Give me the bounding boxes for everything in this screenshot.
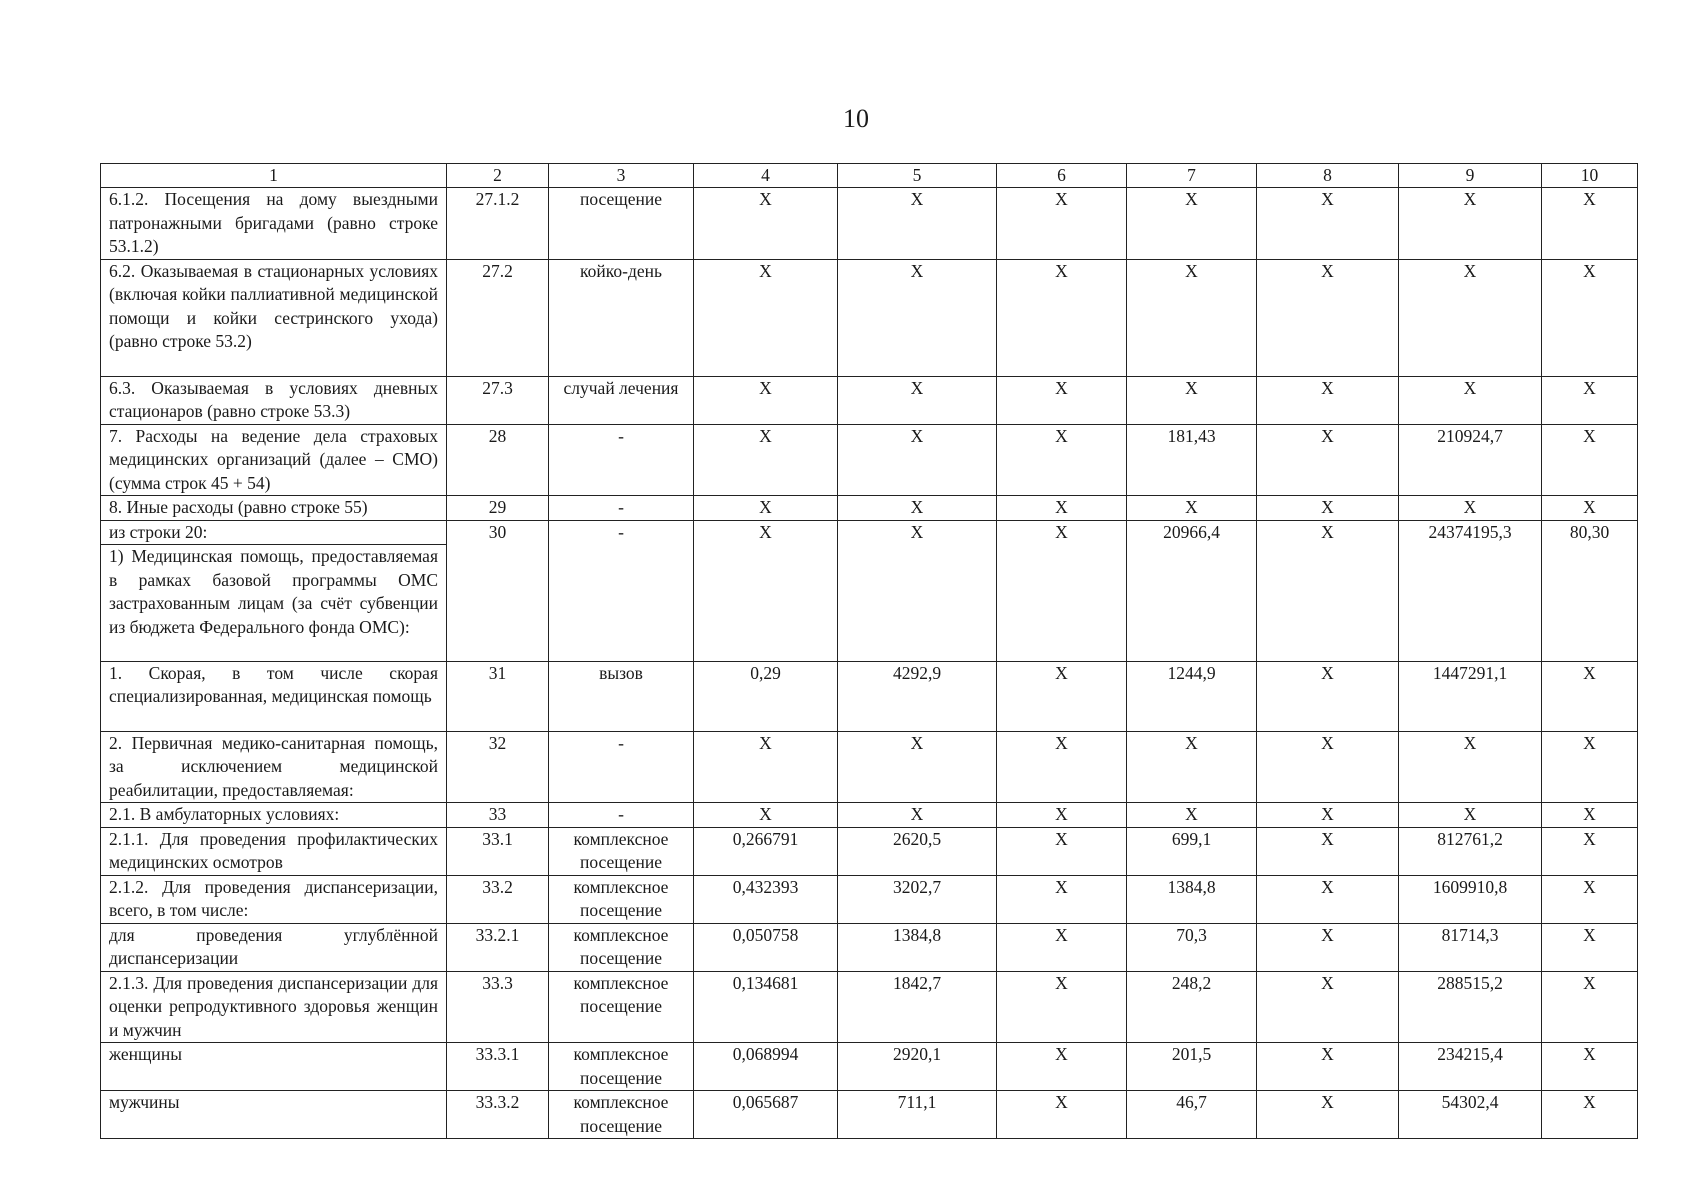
- table-cell: 0,068994: [694, 1043, 838, 1091]
- table-cell: Х: [1257, 971, 1399, 1043]
- table-cell: 4292,9: [838, 661, 997, 731]
- table-cell: Х: [997, 1091, 1127, 1139]
- table-cell: вызов: [549, 661, 694, 731]
- header-row: [101, 164, 1638, 188]
- table-cell: 1609910,8: [1399, 875, 1542, 923]
- table-row: [101, 376, 1638, 424]
- table-cell: Х: [1257, 376, 1399, 424]
- table-cell: Х: [1399, 731, 1542, 803]
- table-cell: Х: [1127, 731, 1257, 803]
- table-cell: Х: [838, 424, 997, 496]
- column-header: 8: [1257, 164, 1399, 188]
- table-cell: 81714,3: [1399, 923, 1542, 971]
- column-header: 1: [101, 164, 447, 188]
- column-header: 7: [1127, 164, 1257, 188]
- table-cell: 1447291,1: [1399, 661, 1542, 731]
- table-cell: 27.2: [447, 259, 549, 376]
- table-row: [101, 827, 1638, 875]
- table-cell: Х: [694, 188, 838, 260]
- table-cell: 33.3.1: [447, 1043, 549, 1091]
- table-cell: Х: [1542, 923, 1638, 971]
- table-cell: Х: [838, 803, 997, 828]
- table-cell: 234215,4: [1399, 1043, 1542, 1091]
- row-label-cell: женщины: [101, 1043, 447, 1091]
- table-row: [101, 424, 1638, 496]
- table-cell: 0,050758: [694, 923, 838, 971]
- table-cell: комплексное посещение: [549, 875, 694, 923]
- table-cell: 2920,1: [838, 1043, 997, 1091]
- table-cell: 711,1: [838, 1091, 997, 1139]
- table-cell: Х: [1542, 188, 1638, 260]
- column-header: 3: [549, 164, 694, 188]
- column-header: 5: [838, 164, 997, 188]
- row-label-cell: 2.1. В амбулаторных условиях:: [101, 803, 447, 828]
- table-cell: Х: [838, 520, 997, 661]
- row-label-part: из строки 20:: [101, 521, 446, 546]
- row-label-cell: 8. Иные расходы (равно строке 55): [101, 496, 447, 521]
- table-cell: 24374195,3: [1399, 520, 1542, 661]
- table-cell: Х: [1399, 259, 1542, 376]
- table-cell: 1384,8: [838, 923, 997, 971]
- table-cell: комплексное посещение: [549, 923, 694, 971]
- table-row: [101, 923, 1638, 971]
- table-cell: 0,29: [694, 661, 838, 731]
- table-cell: -: [549, 496, 694, 521]
- table-cell: Х: [694, 731, 838, 803]
- table-cell: 46,7: [1127, 1091, 1257, 1139]
- column-header: 10: [1542, 164, 1638, 188]
- table-cell: 33.1: [447, 827, 549, 875]
- table-cell: Х: [997, 661, 1127, 731]
- table-row: [101, 971, 1638, 1043]
- table-cell: Х: [838, 259, 997, 376]
- table-cell: 0,134681: [694, 971, 838, 1043]
- table-cell: 0,266791: [694, 827, 838, 875]
- table-cell: Х: [1542, 827, 1638, 875]
- table-cell: Х: [838, 188, 997, 260]
- table-cell: Х: [1257, 875, 1399, 923]
- table-cell: 33.2: [447, 875, 549, 923]
- table-cell: 1244,9: [1127, 661, 1257, 731]
- table-cell: Х: [997, 875, 1127, 923]
- table-cell: 181,43: [1127, 424, 1257, 496]
- table-cell: Х: [1127, 376, 1257, 424]
- table-cell: Х: [1542, 731, 1638, 803]
- row-label-cell: 1. Скорая, в том числе скорая специализированная, медицинская помощь: [101, 661, 447, 731]
- column-header: 2: [447, 164, 549, 188]
- table-cell: комплексное посещение: [549, 1091, 694, 1139]
- row-label-part: 1) Медицинская помощь, предоставляемая в рамках базовой программы ОМС застрахованным лицам (за счёт субвенции из бюджета Федерального фонда ОМС):: [109, 546, 438, 637]
- data-table: [100, 163, 1638, 1139]
- table-cell: комплексное посещение: [549, 827, 694, 875]
- table-row: [101, 1091, 1638, 1139]
- table-cell: Х: [1257, 923, 1399, 971]
- table-cell: Х: [1399, 376, 1542, 424]
- table-cell: койко-день: [549, 259, 694, 376]
- table-cell: Х: [1257, 827, 1399, 875]
- table-cell: Х: [1542, 803, 1638, 828]
- table-cell: Х: [1257, 424, 1399, 496]
- table-row: [101, 803, 1638, 828]
- table-cell: Х: [694, 803, 838, 828]
- table-cell: Х: [1127, 803, 1257, 828]
- column-header: 6: [997, 164, 1127, 188]
- table-cell: 1842,7: [838, 971, 997, 1043]
- row-label-cell: 6.1.2. Посещения на дому выездными патронажными бригадами (равно строке 53.1.2): [101, 188, 447, 260]
- table-cell: комплексное посещение: [549, 1043, 694, 1091]
- row-label-cell: 2.1.3. Для проведения диспансеризации для оценки репродуктивного здоровья женщин и мужчин: [101, 971, 447, 1043]
- table-cell: 248,2: [1127, 971, 1257, 1043]
- table-cell: Х: [997, 376, 1127, 424]
- table-cell: Х: [694, 496, 838, 521]
- table-cell: -: [549, 803, 694, 828]
- table-cell: Х: [997, 731, 1127, 803]
- table-cell: 80,30: [1542, 520, 1638, 661]
- table-cell: 27.3: [447, 376, 549, 424]
- table-cell: 33.3.2: [447, 1091, 549, 1139]
- table-cell: Х: [1542, 1043, 1638, 1091]
- table-cell: Х: [1399, 803, 1542, 828]
- table-cell: Х: [1399, 496, 1542, 521]
- table-cell: Х: [997, 424, 1127, 496]
- table-cell: Х: [1257, 661, 1399, 731]
- table-cell: 0,065687: [694, 1091, 838, 1139]
- row-label-cell: 2. Первичная медико-санитарная помощь, за исключением медицинской реабилитации, предоставляемая:: [101, 731, 447, 803]
- table-cell: 210924,7: [1399, 424, 1542, 496]
- table-cell: 70,3: [1127, 923, 1257, 971]
- table-cell: 201,5: [1127, 1043, 1257, 1091]
- row-label-cell: 2.1.1. Для проведения профилактических медицинских осмотров: [101, 827, 447, 875]
- table-row: [101, 1043, 1638, 1091]
- table-cell: -: [549, 520, 694, 661]
- table-cell: 812761,2: [1399, 827, 1542, 875]
- row-label-cell: мужчины: [101, 1091, 447, 1139]
- row-label-cell: 2.1.2. Для проведения диспансеризации, всего, в том числе:: [101, 875, 447, 923]
- table-cell: Х: [694, 259, 838, 376]
- table-cell: Х: [838, 496, 997, 521]
- table-cell: Х: [1257, 520, 1399, 661]
- table-cell: Х: [1257, 731, 1399, 803]
- table-row: [101, 731, 1638, 803]
- row-label-cell: 7. Расходы на ведение дела страховых медицинских организаций (далее – СМО) (сумма строк 45 + 54): [101, 424, 447, 496]
- table-cell: Х: [1257, 259, 1399, 376]
- table-cell: 20966,4: [1127, 520, 1257, 661]
- table-cell: 699,1: [1127, 827, 1257, 875]
- table-cell: 29: [447, 496, 549, 521]
- table-cell: Х: [694, 424, 838, 496]
- table-cell: Х: [1257, 803, 1399, 828]
- table-cell: 54302,4: [1399, 1091, 1542, 1139]
- table-row: [101, 520, 1638, 661]
- table-cell: -: [549, 424, 694, 496]
- page-number: 10: [843, 104, 869, 133]
- table-cell: 28: [447, 424, 549, 496]
- table-row: [101, 259, 1638, 376]
- row-label-cell: 6.3. Оказываемая в условиях дневных стационаров (равно строке 53.3): [101, 376, 447, 424]
- table-cell: Х: [1399, 188, 1542, 260]
- table-cell: Х: [997, 520, 1127, 661]
- table-cell: Х: [838, 376, 997, 424]
- table-row: [101, 188, 1638, 260]
- table-cell: Х: [1127, 188, 1257, 260]
- table-cell: 33.3: [447, 971, 549, 1043]
- table-cell: Х: [1542, 875, 1638, 923]
- column-header: 9: [1399, 164, 1542, 188]
- table-cell: 27.1.2: [447, 188, 549, 260]
- row-label-cell: 6.2. Оказываемая в стационарных условиях (включая койки паллиативной медицинской помощи и койки сестринского ухода) (равно строке 53.2): [101, 259, 447, 376]
- table-body: [101, 188, 1638, 1139]
- table-cell: 0,432393: [694, 875, 838, 923]
- table-cell: 1384,8: [1127, 875, 1257, 923]
- table-cell: -: [549, 731, 694, 803]
- table-cell: Х: [1542, 496, 1638, 521]
- table-cell: Х: [997, 923, 1127, 971]
- row-label-cell: для проведения углублённой диспансеризации: [101, 923, 447, 971]
- table-cell: 288515,2: [1399, 971, 1542, 1043]
- table-cell: Х: [1542, 661, 1638, 731]
- column-header: 4: [694, 164, 838, 188]
- row-label-cell: [101, 520, 447, 661]
- table-cell: 3202,7: [838, 875, 997, 923]
- table-cell: 32: [447, 731, 549, 803]
- table-cell: 30: [447, 520, 549, 661]
- table-cell: Х: [1542, 1091, 1638, 1139]
- table-cell: 2620,5: [838, 827, 997, 875]
- table-cell: комплексное посещение: [549, 971, 694, 1043]
- table-cell: Х: [1257, 188, 1399, 260]
- table-cell: Х: [1127, 496, 1257, 521]
- table-cell: Х: [1257, 1043, 1399, 1091]
- table-cell: Х: [838, 731, 997, 803]
- table-cell: Х: [997, 971, 1127, 1043]
- table-cell: Х: [1257, 496, 1399, 521]
- table-cell: 33: [447, 803, 549, 828]
- table-cell: Х: [1542, 376, 1638, 424]
- table-cell: Х: [1257, 1091, 1399, 1139]
- table-cell: Х: [1127, 259, 1257, 376]
- table-cell: случай лечения: [549, 376, 694, 424]
- table-row: [101, 496, 1638, 521]
- table-cell: посещение: [549, 188, 694, 260]
- table-cell: Х: [997, 1043, 1127, 1091]
- table-cell: Х: [997, 827, 1127, 875]
- table-row: [101, 875, 1638, 923]
- table-cell: Х: [997, 259, 1127, 376]
- table-cell: Х: [997, 496, 1127, 521]
- table-cell: Х: [694, 376, 838, 424]
- table-cell: Х: [694, 520, 838, 661]
- table-cell: Х: [997, 188, 1127, 260]
- table-cell: Х: [1542, 259, 1638, 376]
- table-cell: Х: [1542, 971, 1638, 1043]
- table-cell: Х: [997, 803, 1127, 828]
- table-cell: 31: [447, 661, 549, 731]
- table-cell: 33.2.1: [447, 923, 549, 971]
- table-row: [101, 661, 1638, 731]
- table-cell: Х: [1542, 424, 1638, 496]
